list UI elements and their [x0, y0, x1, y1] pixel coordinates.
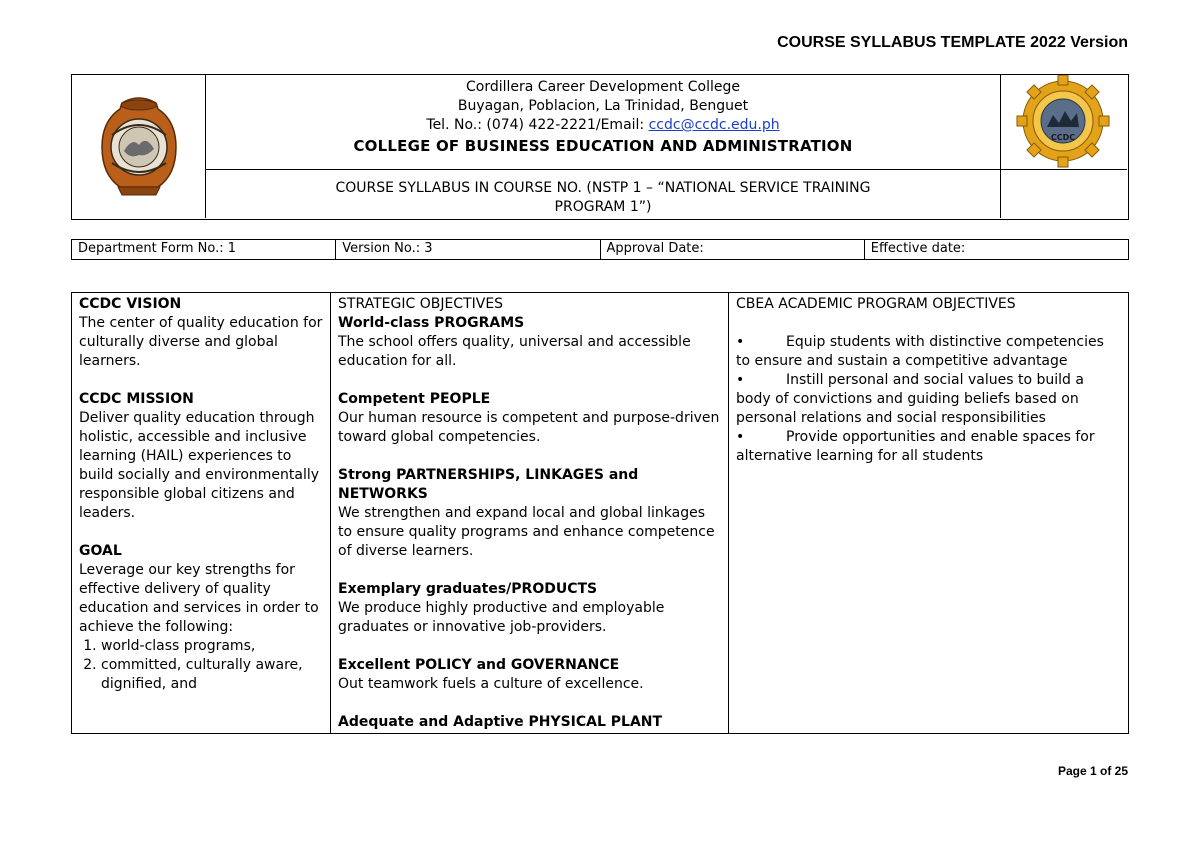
bullet-icon: • — [736, 334, 745, 350]
program-objective-text: Provide opportunities and enable spaces for alternative learning for all students — [736, 429, 1095, 464]
program-objectives-column — [729, 293, 1128, 733]
syllabus-title — [206, 169, 1000, 218]
goal-list — [79, 637, 323, 694]
goal-item: 2. committed, culturally aware, dignified, and — [101, 656, 323, 694]
page-number: Page 1 of 25 — [1057, 764, 1128, 778]
institution-address: Buyagan, Poblacion, La Trinidad, Benguet — [457, 98, 749, 114]
strategic-item-text: Out teamwork fuels a culture of excellence. — [338, 676, 644, 692]
vision-mission-column — [72, 293, 331, 733]
program-objective-item — [736, 333, 1121, 371]
right-logo-divider — [1001, 169, 1127, 170]
mission-text: Deliver quality education through holistic, accessible and inclusive learning (HAIL) experiences to build socially and environmentally responsible global citizens and leaders. — [79, 410, 320, 521]
program-objective-item — [736, 371, 1121, 428]
cbea-gear-logo-icon — [1001, 75, 1128, 169]
institution-name: Cordillera Career Development College — [466, 79, 740, 95]
strategic-item-text: Our human resource is competent and purpose-driven toward global competencies. — [338, 410, 720, 445]
institution-info — [206, 75, 1000, 169]
college-name: COLLEGE OF BUSINESS EDUCATION AND ADMINISTRATION — [353, 137, 853, 155]
strategic-item-title: World-class PROGRAMS — [338, 315, 525, 331]
strategic-item-title: Adequate and Adaptive PHYSICAL PLANT — [338, 714, 663, 730]
effective-date: Effective date: — [870, 241, 966, 256]
institution-contact — [206, 116, 1000, 135]
vision-text: The center of quality education for culturally diverse and global learners. — [79, 315, 323, 369]
strategic-item-title: Strong PARTNERSHIPS, LINKAGES and NETWORKS — [338, 467, 639, 502]
goal-item: 1. world-class programs, — [101, 637, 323, 656]
strategic-item-text: The school offers quality, universal and accessible education for all. — [338, 334, 691, 369]
contact-prefix: Tel. No.: (074) 422-2221/Email: — [426, 117, 649, 133]
strategic-heading: STRATEGIC OBJECTIVES — [338, 296, 504, 312]
program-objectives-heading: CBEA ACADEMIC PROGRAM OBJECTIVES — [736, 296, 1016, 312]
bullet-icon: • — [736, 372, 745, 388]
program-objective-text: Equip students with distinctive competencies to ensure and sustain a competitive advantage — [736, 334, 1104, 369]
document-header-title: COURSE SYLLABUS TEMPLATE 2022 Version — [777, 34, 1128, 51]
syllabus-title-line1: COURSE SYLLABUS IN COURSE NO. (NSTP 1 – “NATIONAL SERVICE TRAINING — [335, 180, 871, 196]
department-form-no: Department Form No.: 1 — [72, 240, 336, 259]
syllabus-title-line2: PROGRAM 1”) — [554, 199, 652, 215]
strategic-item-text: We produce highly productive and employable graduates or innovative job-providers. — [338, 600, 665, 635]
form-info-row — [71, 239, 1129, 260]
approval-date: Approval Date: — [601, 240, 865, 259]
bullet-icon: • — [736, 429, 745, 445]
vision-mission-table — [71, 292, 1129, 734]
version-no: Version No.: 3 — [336, 240, 600, 259]
strategic-item-title: Competent PEOPLE — [338, 391, 491, 407]
program-objective-text: Instill personal and social values to build a body of convictions and guiding beliefs based on personal relations and social responsibilities — [736, 372, 1084, 426]
institution-header — [71, 74, 1129, 220]
email-link[interactable]: ccdc@ccdc.edu.ph — [648, 117, 780, 133]
strategic-item-text: We strengthen and expand local and global linkages to ensure quality programs and enhance competence of diverse learners. — [338, 505, 715, 559]
ccdc-seal-icon — [72, 75, 206, 218]
right-logo-cell — [1000, 75, 1127, 218]
vision-heading: CCDC VISION — [79, 296, 182, 312]
left-logo-cell — [72, 75, 206, 218]
program-objective-item — [736, 428, 1121, 466]
goal-heading: GOAL — [79, 543, 122, 559]
strategic-objectives-column — [331, 293, 729, 733]
strategic-item-title: Exemplary graduates/PRODUCTS — [338, 581, 598, 597]
strategic-item-title: Excellent POLICY and GOVERNANCE — [338, 657, 620, 673]
mission-heading: CCDC MISSION — [79, 391, 194, 407]
goal-text: Leverage our key strengths for effective delivery of quality education and services in order to achieve the following: — [79, 562, 319, 635]
right-logo-text: CCDC — [1050, 133, 1076, 142]
